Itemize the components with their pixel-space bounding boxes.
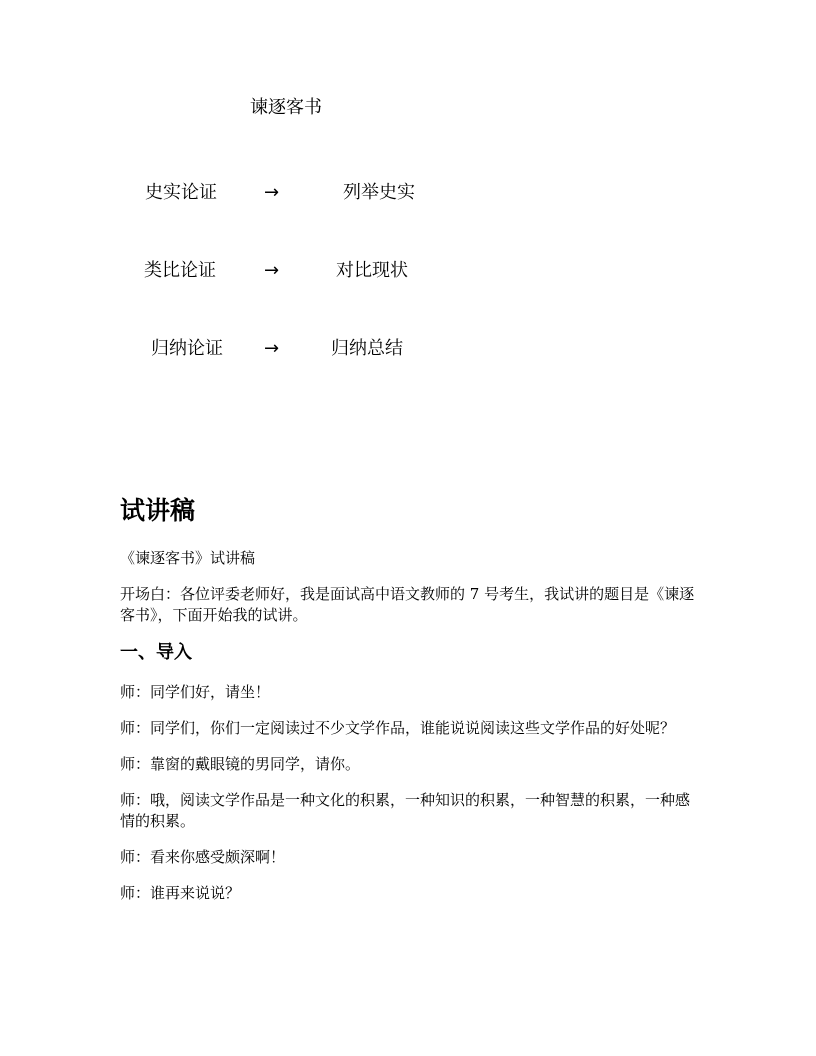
diagram-row-3 [0, 336, 816, 362]
argument-method: 史实论证 [145, 182, 217, 203]
section-heading: 一、导入 [120, 642, 192, 663]
opening-paragraph: 开场白：各位评委老师好，我是面试高中语文教师的 7 号考生，我试讲的题目是《谏逐客书》，下面开始我的试讲。 [120, 585, 695, 624]
diagram-row-1 [0, 180, 816, 206]
argument-content: 归纳总结 [331, 338, 403, 359]
dialogue-paragraph: 师：靠窗的戴眼镜的男同学，请你。 [120, 755, 361, 773]
argument-content: 对比现状 [336, 260, 408, 281]
dialogue-paragraph: 师：同学们好，请坐！ [120, 683, 271, 701]
argument-content: 列举史实 [343, 182, 415, 203]
page-title: 试讲稿 [120, 496, 196, 525]
argument-method: 类比论证 [144, 260, 216, 281]
arrow-icon: → [264, 182, 280, 203]
diagram-row-2 [0, 258, 816, 284]
dialogue-paragraph: 师：同学们，你们一定阅读过不少文学作品，谁能说说阅读这些文学作品的好处呢？ [120, 719, 676, 737]
lecture-script [120, 494, 700, 919]
arrow-icon: → [264, 260, 280, 281]
argument-method: 归纳论证 [151, 338, 223, 359]
arrow-icon: → [264, 338, 280, 359]
dialogue-paragraph: 师：哦，阅读文学作品是一种文化的积累，一种知识的积累，一种智慧的积累，一种感情的积累。 [120, 791, 691, 830]
dialogue-paragraph: 师：谁再来说说？ [120, 884, 241, 902]
diagram-title: 谏逐客书 [250, 97, 322, 118]
dialogue-paragraph: 师：看来你感受颇深啊！ [120, 848, 286, 866]
script-subtitle: 《谏逐客书》试讲稿 [120, 549, 256, 567]
